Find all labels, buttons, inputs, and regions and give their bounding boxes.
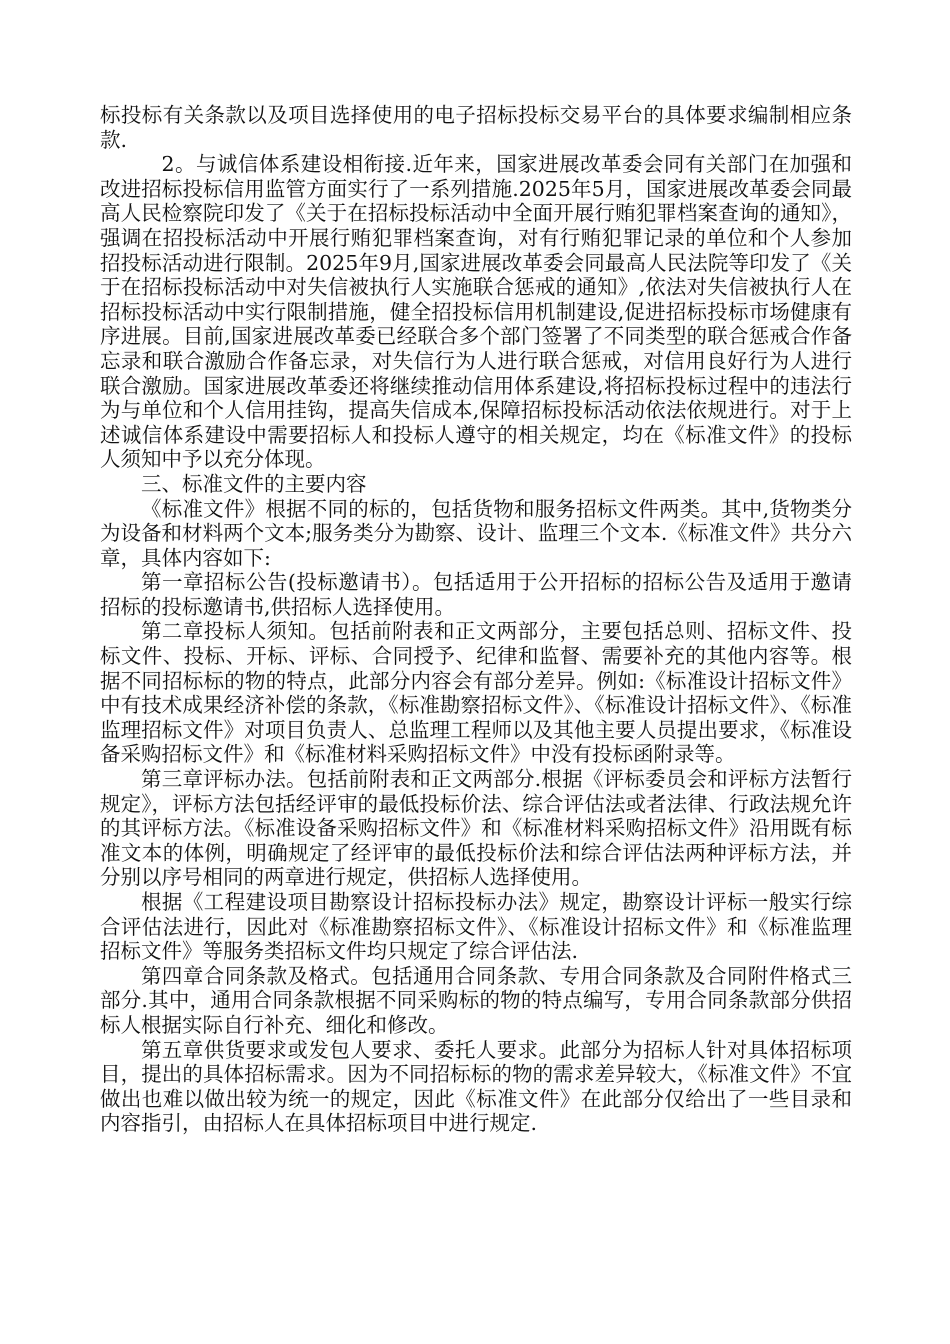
paragraph-chapter-3: 第三章评标办法。包括前附表和正文两部分.根据《评标委员会和评标方法暂行规定》，评标方法包括经评审的最低投标价法、综合评估法或者法律、行政法规允许的其评标方法。《标准设备采购招标文件》和《标准材料采购招标文件》沿用既有标准文本的体例，明确规定了经评审的最低投标价法和综合评估法两种评标方法，并分别以序号相同的两章进行规定，供招标人选择使用。 bbox=[100, 767, 852, 890]
paragraph-survey-design-rules: 根据《工程建设项目勘察设计招标投标办法》规定，勘察设计评标一般实行综合评估法进行，因此对《标准勘察招标文件》、《标准设计招标文件》和《标准监理招标文件》等服务类招标文件均只规定了综合评估法. bbox=[100, 890, 852, 964]
paragraph-chapter-1: 第一章招标公告(投标邀请书）。包括适用于公开招标的招标公告及适用于邀请招标的投标邀请书,供招标人选择使用。 bbox=[100, 570, 852, 619]
paragraph-chapter-5: 第五章供货要求或发包人要求、委托人要求。此部分为招标人针对具体招标项目，提出的具体招标需求。因为不同招标标的物的需求差异较大，《标准文件》不宜做出也难以做出较为统一的规定，因此《标准文件》在此部分仅给出了一些目录和内容指引，由招标人在具体招标项目中进行规定. bbox=[100, 1037, 852, 1136]
paragraph-standard-docs-overview: 《标准文件》根据不同的标的，包括货物和服务招标文件两类。其中,货物类分为设备和材料两个文本;服务类分为勘察、设计、监理三个文本.《标准文件》共分六章，具体内容如下: bbox=[100, 496, 852, 570]
document-body bbox=[100, 103, 852, 1136]
paragraph-continuation: 标投标有关条款以及项目选择使用的电子招标投标交易平台的具体要求编制相应条款. bbox=[100, 103, 852, 152]
paragraph-chapter-2: 第二章投标人须知。包括前附表和正文两部分，主要包括总则、招标文件、投标文件、投标、开标、评标、合同授予、纪律和监督、需要补充的其他内容等。根据不同招标标的物的特点，此部分内容会有部分差异。例如:《标准设计招标文件》中有技术成果经济补偿的条款，《标准勘察招标文件》、《标准设计招标文件》、《标准监理招标文件》对项目负责人、总监理工程师以及其他主要人员提出要求，《标准设备采购招标文件》和《标准材料采购招标文件》中没有投标函附录等。 bbox=[100, 619, 852, 767]
paragraph-chapter-4: 第四章合同条款及格式。包括通用合同条款、专用合同条款及合同附件格式三部分.其中，通用合同条款根据不同采购标的物的特点编写，专用合同条款部分供招标人根据实际自行补充、细化和修改。 bbox=[100, 963, 852, 1037]
paragraph-integrity-system: 2。与诚信体系建设相衔接.近年来，国家进展改革委会同有关部门在加强和改进招标投标信用监管方面实行了一系列措施.2025年5月，国家进展改革委会同最高人民检察院印发了《关于在招标投标活动中全面开展行贿犯罪档案查询的通知》，强调在招投标活动中开展行贿犯罪档案查询，对有行贿犯罪记录的单位和个人参加招投标活动进行限制。2025年9月,国家进展改革委会同最高人民法院等印发了《关于在招标投标活动中对失信被执行人实施联合惩戒的通知》,依法对失信被执行人在招标投标活动中实行限制措施，健全招投标信用机制建设,促进招标投标市场健康有序进展。目前,国家进展改革委已经联合多个部门签署了不同类型的联合惩戒合作备忘录和联合激励合作备忘录，对失信行为人进行联合惩戒，对信用良好行为人进行联合激励。国家进展改革委还将继续推动信用体系建设,将招标投标过程中的违法行为与单位和个人信用挂钩，提高失信成本,保障招标投标活动依法依规进行。对于上述诚信体系建设中需要招标人和投标人遵守的相关规定，均在《标准文件》的投标人须知中予以充分体现。 bbox=[100, 152, 852, 472]
section-heading-main-content: 三、标准文件的主要内容 bbox=[141, 471, 367, 496]
